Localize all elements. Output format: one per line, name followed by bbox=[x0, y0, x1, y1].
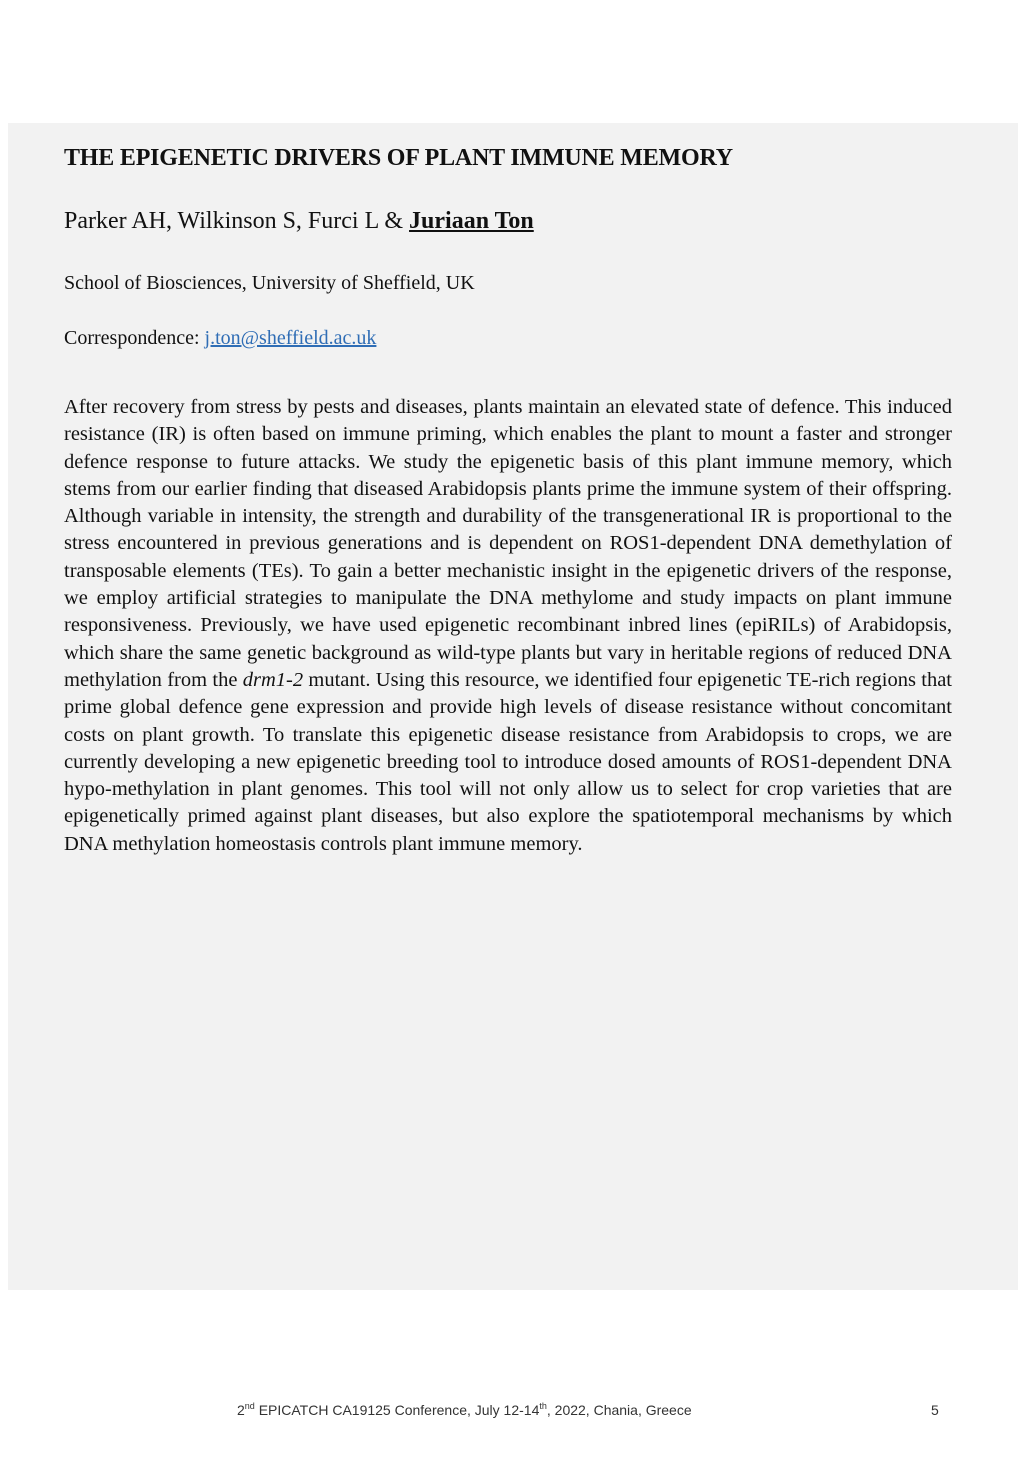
abstract-text-part1: After recovery from stress by pests and diseases, plants maintain an elevated state of defence. This induced resistance (IR) is often based on immune priming, which enables the plant to mount a faster and stronger defence response to future attacks. We study the epigenetic basis of this plant immune memory, which stems from our earlier finding that diseased Arabidopsis plants prime the immune system of their offspring. Although variable in intensity, the strength and durability of the transgenerational IR is proportional to the stress encountered in previous generations and is dependent on ROS1-dependent DNA demethylation of transposable elements (TEs). To gain a better mechanistic insight in the epigenetic drivers of the response, we employ artificial strategies to manipulate the DNA methylome and study impacts on plant immune responsiveness. Previously, we have used epigenetic recombinant inbred lines (epiRILs) of Arabidopsis, which share the same genetic background as wild-type plants but vary in heritable regions of reduced DNA methylation from the bbox=[64, 396, 952, 691]
correspondence bbox=[64, 327, 376, 350]
abstract-text bbox=[64, 394, 952, 858]
event-name: EPICATCH CA19125 Conference, July 12-14 bbox=[254, 1402, 540, 1418]
event-location: , 2022, Chania, Greece bbox=[546, 1402, 692, 1418]
footer-conference bbox=[237, 1402, 692, 1418]
ordinal-number: 2 bbox=[237, 1402, 245, 1418]
co-authors: Parker AH, Wilkinson S, Furci L & bbox=[64, 208, 410, 234]
presenting-author: Juriaan Ton bbox=[409, 208, 534, 234]
affiliation: School of Biosciences, University of Sheffield, UK bbox=[64, 272, 475, 294]
correspondence-label: Correspondence: bbox=[64, 327, 205, 349]
author-list bbox=[64, 208, 534, 235]
date-suffix: th bbox=[539, 1401, 547, 1411]
ordinal-suffix: nd bbox=[244, 1401, 255, 1411]
page-number: 5 bbox=[931, 1402, 939, 1418]
abstract-title: THE EPIGENETIC DRIVERS OF PLANT IMMUNE MEMORY bbox=[64, 145, 733, 171]
abstract-text-part2: mutant. Using this resource, we identified four epigenetic TE-rich regions that prime global defence gene expression and provide high levels of disease resistance without concomitant costs on plant growth. To translate this epigenetic disease resistance from Arabidopsis to crops, we are currently developing a new epigenetic breeding tool to introduce dosed amounts of ROS1-dependent DNA hypo-methylation in plant genomes. This tool will not only allow us to select for crop varieties that are epigenetically primed against plant diseases, but also explore the spatiotemporal mechanisms by which DNA methylation homeostasis controls plant immune memory. bbox=[64, 668, 952, 855]
email-link[interactable]: j.ton@sheffield.ac.uk bbox=[204, 327, 377, 349]
mutant-name: drm1-2 bbox=[242, 668, 304, 691]
